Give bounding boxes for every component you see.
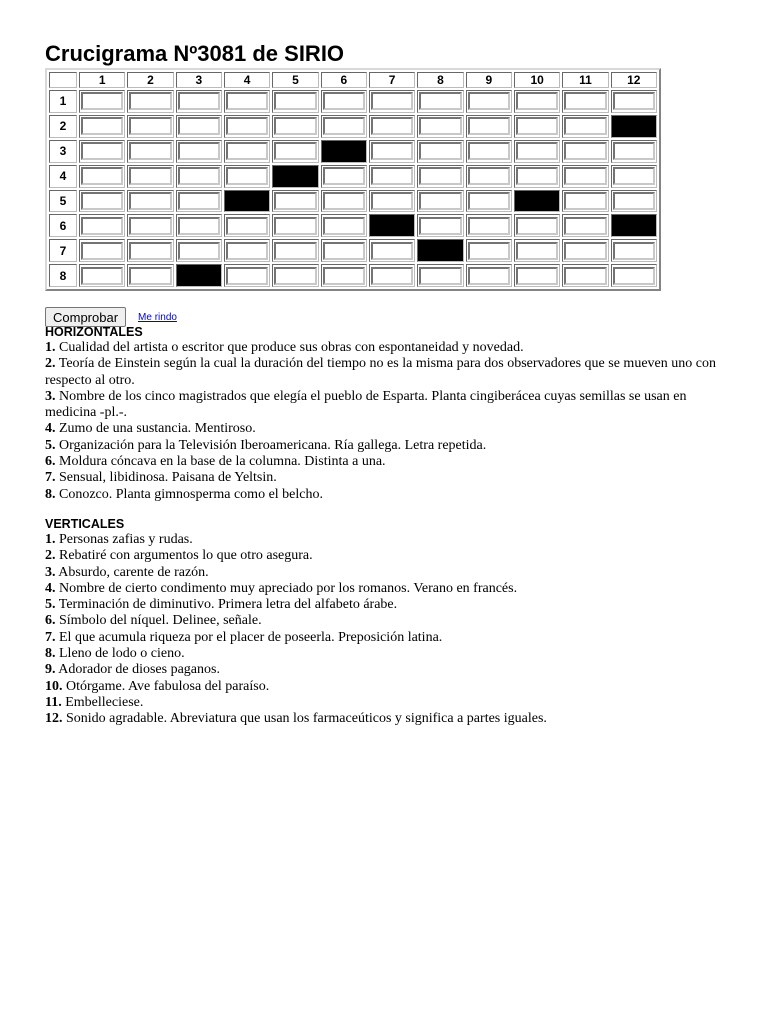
cell-input[interactable] [468,192,510,210]
column-number-8: 8 [417,72,463,88]
cell-input[interactable] [226,117,268,135]
cell-input[interactable] [613,242,655,260]
clue-text: El que acumula riqueza por el placer de poseerla. Preposición latina. [59,629,443,645]
check-button[interactable]: Comprobar [45,307,126,327]
cell-input[interactable] [516,142,558,160]
row-number-8: 8 [49,264,77,287]
horizontal-clue [45,470,725,486]
grid-cell [127,115,173,138]
row-number-1: 1 [49,90,77,113]
column-header-row [49,72,657,88]
grid-cell [79,165,125,188]
row-number-2: 2 [49,115,77,138]
grid-cell [224,214,270,237]
cell-input[interactable] [81,142,123,160]
column-number-10: 10 [514,72,560,88]
grid-cell [176,140,222,163]
cell-input[interactable] [564,192,606,210]
horizontal-clue [45,389,725,422]
horizontal-clue [45,438,725,454]
cell-input[interactable] [129,267,171,285]
clue-text: Lleno de lodo o cieno. [59,646,185,662]
column-number-7: 7 [369,72,415,88]
cell-input[interactable] [564,142,606,160]
cell-input[interactable] [323,117,365,135]
column-number-6: 6 [321,72,367,88]
grid-cell [272,190,318,213]
grid-cell [224,90,270,113]
clue-number: 4. [45,580,56,596]
column-number-12: 12 [611,72,657,88]
grid-cell [417,190,463,213]
clue-number: 7. [45,470,56,486]
cell-input[interactable] [178,217,220,235]
cell-input[interactable] [468,92,510,110]
grid-corner [49,72,77,88]
row-number-3: 3 [49,140,77,163]
clue-text: Otórgame. Ave fabulosa del paraíso. [66,678,270,694]
grid-cell [79,90,125,113]
grid-row [49,140,657,163]
horizontal-clue [45,487,725,503]
grid-cell [321,90,367,113]
grid-cell [127,239,173,262]
cell-input[interactable] [516,167,558,185]
grid-cell [272,115,318,138]
cell-input[interactable] [323,167,365,185]
cell-input[interactable] [371,242,413,260]
clue-text: Sonido agradable. Abreviatura que usan los farmaceúticos y significa a partes iguales. [66,711,547,727]
cell-input[interactable] [468,167,510,185]
vertical-clue [45,532,725,548]
clue-text: Embelleciese. [65,694,144,710]
grid-cell [611,90,657,113]
clue-text: Cualidad del artista o escritor que produce sus obras con espontaneidad y novedad. [59,340,524,355]
cell-input[interactable] [81,167,123,185]
grid-cell [514,90,560,113]
cell-input[interactable] [564,217,606,235]
grid-cell [514,214,560,237]
clue-number: 10. [45,678,63,694]
cell-input[interactable] [419,167,461,185]
cell-input[interactable] [613,142,655,160]
cell-input[interactable] [371,192,413,210]
grid-cell [272,239,318,262]
cell-input[interactable] [81,92,123,110]
grid-cell [611,165,657,188]
grid-cell [79,140,125,163]
grid-cell [562,115,608,138]
grid-cell [127,264,173,287]
crossword-grid [45,68,661,291]
grid-cell [369,115,415,138]
vertical-clues-list [45,532,725,728]
row-number-4: 4 [49,165,77,188]
horizontal-clue [45,340,725,356]
cell-input[interactable] [323,192,365,210]
give-up-link[interactable]: Me rindo [138,311,177,323]
clue-number: 11. [45,694,62,710]
grid-cell [321,165,367,188]
vertical-clue [45,597,725,613]
cell-input[interactable] [516,217,558,235]
column-number-1: 1 [79,72,125,88]
clue-number: 6. [45,613,56,629]
grid-cell [272,140,318,163]
cell-input[interactable] [323,242,365,260]
clue-number: 5. [45,597,56,613]
clue-number: 9. [45,662,56,678]
grid-cell [466,90,512,113]
cell-input[interactable] [226,217,268,235]
grid-cell [176,214,222,237]
column-number-2: 2 [127,72,173,88]
clue-text: Adorador de dioses paganos. [58,662,220,678]
clue-text: Teoría de Einstein según la cual la duración del tiempo no es la misma para dos observadores que se mueven uno con respecto al otro. [45,356,716,388]
cell-input[interactable] [516,92,558,110]
grid-cell [224,115,270,138]
horizontal-clue [45,356,725,389]
cell-input[interactable] [564,117,606,135]
vertical-clue [45,565,725,581]
grid-cell [466,214,512,237]
cell-input[interactable] [274,92,316,110]
grid-cell [417,115,463,138]
clue-text: Absurdo, carente de razón. [58,564,209,580]
cell-input[interactable] [81,192,123,210]
column-number-4: 4 [224,72,270,88]
vertical-clue [45,613,725,629]
cell-input[interactable] [81,217,123,235]
cell-input[interactable] [468,117,510,135]
cell-input[interactable] [468,217,510,235]
grid-cell [224,239,270,262]
grid-cell [611,140,657,163]
cell-input[interactable] [274,117,316,135]
clues-section [45,325,725,728]
grid-row [49,165,657,188]
grid-cell [79,190,125,213]
clue-text: Nombre de los cinco magistrados que elegía el pueblo de Esparta. Planta cingiberácea cuyas semillas se usan en medicina -pl.-. [45,388,687,421]
clue-number: 7. [45,629,56,645]
cell-input[interactable] [226,242,268,260]
clue-number: 3. [45,388,56,404]
cell-input[interactable] [516,117,558,135]
cell-input[interactable] [178,167,220,185]
clue-text: Personas zafias y rudas. [59,531,193,547]
grid-cell [417,165,463,188]
grid-cell [466,140,512,163]
grid-cell [272,214,318,237]
cell-input[interactable] [178,142,220,160]
grid-cell [176,90,222,113]
grid-cell [466,190,512,213]
grid-cell [224,264,270,287]
grid-cell [514,165,560,188]
black-cell [321,140,367,163]
grid-cell [514,239,560,262]
cell-input[interactable] [419,192,461,210]
grid-cell [176,115,222,138]
cell-input[interactable] [564,92,606,110]
row-number-6: 6 [49,214,77,237]
black-cell [417,239,463,262]
grid-cell [321,214,367,237]
clue-text: Nombre de cierto condimento muy apreciado por los romanos. Verano en francés. [59,580,518,596]
grid-cell [466,165,512,188]
cell-input[interactable] [371,92,413,110]
cell-input[interactable] [274,242,316,260]
cell-input[interactable] [178,117,220,135]
cell-input[interactable] [323,267,365,285]
horizontal-clues-list [45,340,725,503]
grid-cell [562,140,608,163]
grid-cell [514,140,560,163]
cell-input[interactable] [613,167,655,185]
grid-cell [127,214,173,237]
vertical-clue [45,711,725,727]
cell-input[interactable] [178,192,220,210]
vertical-clue [45,695,725,711]
grid-cell [369,165,415,188]
grid-cell [417,264,463,287]
cell-input[interactable] [226,267,268,285]
clue-text: Símbolo del níquel. Delinee, señale. [59,613,262,629]
horizontal-clues-heading: HORIZONTALES [45,325,143,339]
clue-number: 3. [45,564,56,580]
cell-input[interactable] [371,142,413,160]
column-number-5: 5 [272,72,318,88]
black-cell [369,214,415,237]
cell-input[interactable] [226,167,268,185]
vertical-clue [45,630,725,646]
clue-number: 1. [45,340,56,355]
cell-input[interactable] [81,267,123,285]
clue-number: 1. [45,531,56,547]
grid-cell [417,140,463,163]
grid-cell [176,190,222,213]
clue-text: Moldura cóncava en la base de la columna. Distinta a una. [59,454,386,470]
grid-cell [127,140,173,163]
clue-number: 6. [45,454,56,470]
vertical-clues-heading: VERTICALES [45,516,125,531]
row-number-7: 7 [49,239,77,262]
cell-input[interactable] [129,217,171,235]
grid-cell [321,264,367,287]
cell-input[interactable] [323,217,365,235]
grid-cell [127,190,173,213]
grid-cell [321,239,367,262]
black-cell [224,190,270,213]
vertical-clue [45,679,725,695]
grid-cell [562,90,608,113]
controls-bar [45,307,177,327]
cell-input[interactable] [129,242,171,260]
black-cell [611,214,657,237]
grid-row [49,214,657,237]
grid-cell [321,190,367,213]
grid-cell [562,190,608,213]
grid-cell [127,165,173,188]
grid-cell [321,115,367,138]
column-number-11: 11 [562,72,608,88]
black-cell [176,264,222,287]
page-title: Crucigrama Nº3081 de SIRIO [45,41,345,66]
grid-cell [369,90,415,113]
grid-row [49,90,657,113]
cell-input[interactable] [81,117,123,135]
cell-input[interactable] [371,267,413,285]
grid-cell [79,115,125,138]
grid-cell [466,115,512,138]
vertical-clue [45,548,725,564]
cell-input[interactable] [129,142,171,160]
grid-row [49,190,657,213]
grid-row [49,239,657,262]
grid-cell [369,264,415,287]
grid-cell [611,239,657,262]
cell-input[interactable] [274,267,316,285]
cell-input[interactable] [323,92,365,110]
horizontal-clue [45,454,725,470]
column-number-9: 9 [466,72,512,88]
grid-cell [562,214,608,237]
cell-input[interactable] [274,142,316,160]
grid-cell [611,264,657,287]
grid-cell [417,214,463,237]
cell-input[interactable] [516,267,558,285]
clue-text: Rebatiré con argumentos lo que otro asegura. [59,548,313,564]
grid-cell [562,239,608,262]
cell-input[interactable] [226,142,268,160]
cell-input[interactable] [468,242,510,260]
clue-text: Sensual, libidinosa. Paisana de Yeltsin. [59,470,277,486]
cell-input[interactable] [178,242,220,260]
grid-cell [611,190,657,213]
grid-cell [79,264,125,287]
cell-input[interactable] [419,117,461,135]
grid-cell [562,264,608,287]
clue-number: 2. [45,356,56,372]
black-cell [272,165,318,188]
horizontal-clue [45,421,725,437]
cell-input[interactable] [564,267,606,285]
grid-cell [369,190,415,213]
grid-cell [369,140,415,163]
cell-input[interactable] [613,267,655,285]
vertical-clue [45,662,725,678]
grid-cell [466,264,512,287]
grid-row [49,264,657,287]
grid-cell [466,239,512,262]
clue-number: 12. [45,711,63,727]
clue-text: Terminación de diminutivo. Primera letra del alfabeto árabe. [58,597,398,613]
clue-text: Conozco. Planta gimnosperma como el belcho. [59,486,323,502]
clue-number: 4. [45,421,56,437]
grid-cell [514,115,560,138]
cell-input[interactable] [178,92,220,110]
black-cell [611,115,657,138]
cell-input[interactable] [226,92,268,110]
cell-input[interactable] [419,92,461,110]
cell-input[interactable] [81,242,123,260]
grid-cell [176,239,222,262]
grid-cell [79,214,125,237]
cell-input[interactable] [516,242,558,260]
grid-cell [417,90,463,113]
grid-cell [369,239,415,262]
clue-number: 8. [45,486,56,502]
cell-input[interactable] [129,92,171,110]
grid-row [49,115,657,138]
cell-input[interactable] [274,217,316,235]
cell-input[interactable] [274,192,316,210]
grid-cell [176,165,222,188]
cell-input[interactable] [129,117,171,135]
cell-input[interactable] [419,267,461,285]
black-cell [514,190,560,213]
grid-cell [514,264,560,287]
cell-input[interactable] [129,192,171,210]
vertical-clue [45,581,725,597]
grid-cell [224,140,270,163]
clue-text: Organización para la Televisión Iberoamericana. Ría gallega. Letra repetida. [59,437,487,453]
cell-input[interactable] [419,217,461,235]
grid-cell [272,264,318,287]
cell-input[interactable] [129,167,171,185]
cell-input[interactable] [613,92,655,110]
clue-number: 5. [45,437,56,453]
cell-input[interactable] [564,242,606,260]
cell-input[interactable] [371,117,413,135]
grid-cell [272,90,318,113]
cell-input[interactable] [468,142,510,160]
cell-input[interactable] [613,192,655,210]
cell-input[interactable] [419,142,461,160]
clue-number: 2. [45,548,56,564]
cell-input[interactable] [468,267,510,285]
grid-cell [562,165,608,188]
grid-cell [79,239,125,262]
grid-cell [224,165,270,188]
column-number-3: 3 [176,72,222,88]
cell-input[interactable] [564,167,606,185]
clue-number: 8. [45,646,56,662]
grid-cell [127,90,173,113]
clue-text: Zumo de una sustancia. Mentiroso. [59,421,256,437]
row-number-5: 5 [49,190,77,213]
vertical-clue [45,646,725,662]
cell-input[interactable] [371,167,413,185]
